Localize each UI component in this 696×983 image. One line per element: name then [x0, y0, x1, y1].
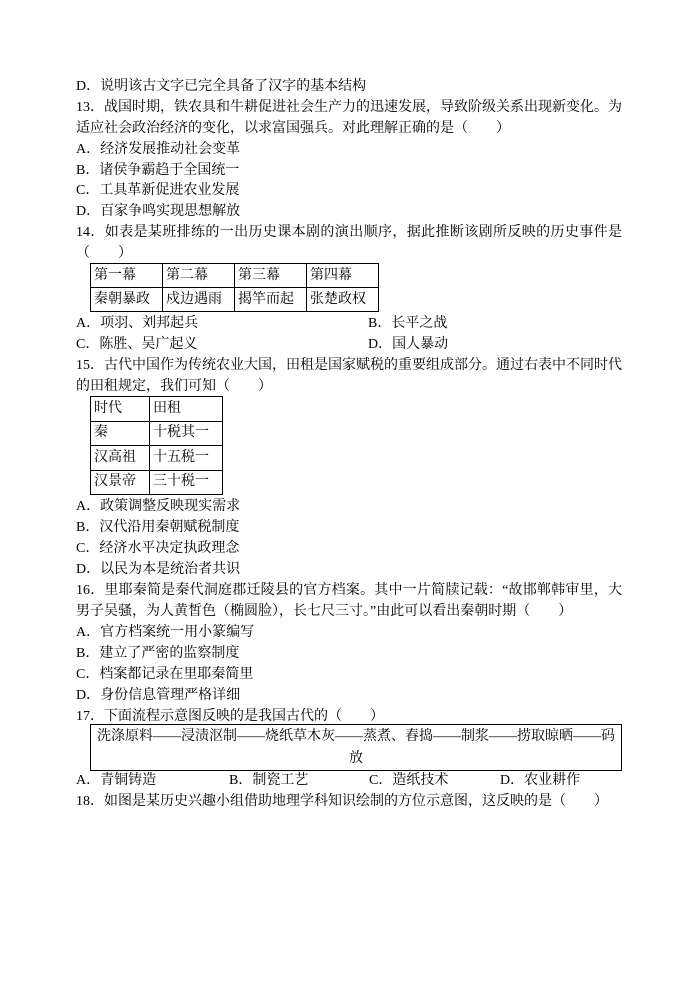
table-cell: 揭竿而起	[235, 288, 307, 312]
q16-option-a: A．官方档案统一用小篆编写	[76, 625, 255, 640]
q17-option-a: A．青铜铸造	[76, 773, 157, 788]
table-header-cell: 第一幕	[91, 264, 163, 288]
q16-stem-line: 16．里耶秦简是秦代洞庭郡迁陵县的官方档案。其中一片简牍记载：“故邯郸韩审里，大	[76, 583, 622, 598]
q12-option-d: D．说明该古文字已完全具备了汉字的基本结构	[76, 79, 367, 94]
table-cell: 十五税一	[150, 446, 223, 471]
table-cell: 秦朝暴政	[91, 288, 163, 312]
table-row	[91, 397, 223, 422]
q15-option-b: B．汉代沿用秦朝赋税制度	[76, 520, 240, 535]
q17-option-d: D．农业耕作	[500, 773, 581, 788]
q17-option-c: C．造纸技术	[369, 773, 449, 788]
q13-option-a: A．经济发展推动社会变革	[76, 142, 241, 157]
q14-stem-line: 14．如表是某班排练的一出历史课本剧的演出顺序，据此推断该剧所反映的历史事件是	[76, 225, 622, 240]
q14-option-b: B．长平之战	[368, 316, 448, 331]
table-header-cell: 第三幕	[235, 264, 307, 288]
table-cell: 秦	[91, 421, 150, 446]
q13-option-d: D．百家争鸣实现思想解放	[76, 204, 241, 219]
q16-option-b: B．建立了严密的监察制度	[76, 646, 240, 661]
q17-process-flow-box	[90, 724, 622, 771]
table-row	[91, 288, 379, 312]
q14-option-a: A．项羽、刘邦起兵	[76, 316, 199, 331]
q15-stem-line: 15．古代中国作为传统农业大国，田租是国家赋税的重要组成部分。通过右表中不同时代	[76, 358, 622, 373]
q17-stem-line: 17．下面流程示意图反映的是我国古代的（ ）	[76, 709, 384, 724]
q15-option-c: C．经济水平决定执政理念	[76, 541, 240, 556]
table-cell: 汉高祖	[91, 446, 150, 471]
q13-option-c: C．工具革新促进农业发展	[76, 183, 240, 198]
q14-option-c: C．陈胜、吴广起义	[76, 337, 198, 352]
q15-option-d: D．以民为本是统治者共识	[76, 562, 241, 577]
table-cell: 十税其一	[150, 421, 223, 446]
table-row	[91, 264, 379, 288]
q13-option-b: B．诸侯争霸趋于全国统一	[76, 163, 240, 178]
table-cell: 戍边遇雨	[163, 288, 235, 312]
q14-option-d: D．国人暴动	[368, 337, 449, 352]
q15-land-tax-table	[90, 396, 223, 495]
table-cell: 三十税一	[150, 470, 223, 495]
table-header-cell: 时代	[91, 397, 150, 422]
table-row	[91, 446, 223, 471]
q17-option-b: B．制瓷工艺	[229, 773, 309, 788]
q16-stem-line: 男子吴骚，为人黄皙色（椭圆脸），长七尺三寸。”由此可以看出秦朝时期（ ）	[76, 604, 573, 619]
q14-stem-line: （ ）	[76, 246, 132, 261]
table-cell: 张楚政权	[307, 288, 379, 312]
table-row	[91, 470, 223, 495]
q16-option-c: C．档案都记录在里耶秦简里	[76, 667, 254, 682]
table-header-cell: 第二幕	[163, 264, 235, 288]
q13-stem-line: 13．战国时期，铁农具和牛耕促进社会生产力的迅速发展，导致阶级关系出现新变化。为	[76, 100, 622, 115]
table-row	[91, 421, 223, 446]
q13-stem-line: 适应社会政治经济的变化，以求富国强兵。对此理解正确的是（ ）	[76, 121, 510, 136]
q15-stem-line: 的田租规定，我们可知（ ）	[76, 379, 272, 394]
flow-text-line: 洗涤原料——浸渍沤制——烧纸草木灰——蒸煮、舂捣——制浆——捞取晾晒——码	[97, 729, 615, 744]
q14-play-order-table	[90, 263, 379, 312]
table-header-cell: 第四幕	[307, 264, 379, 288]
flow-text-line: 放	[349, 751, 363, 766]
table-cell: 汉景帝	[91, 470, 150, 495]
q16-option-d: D．身份信息管理严格详细	[76, 688, 241, 703]
q15-option-a: A．政策调整反映现实需求	[76, 499, 241, 514]
q18-stem-line: 18．如图是某历史兴趣小组借助地理学科知识绘制的方位示意图，这反映的是（ ）	[76, 794, 608, 809]
table-header-cell: 田租	[150, 397, 223, 422]
